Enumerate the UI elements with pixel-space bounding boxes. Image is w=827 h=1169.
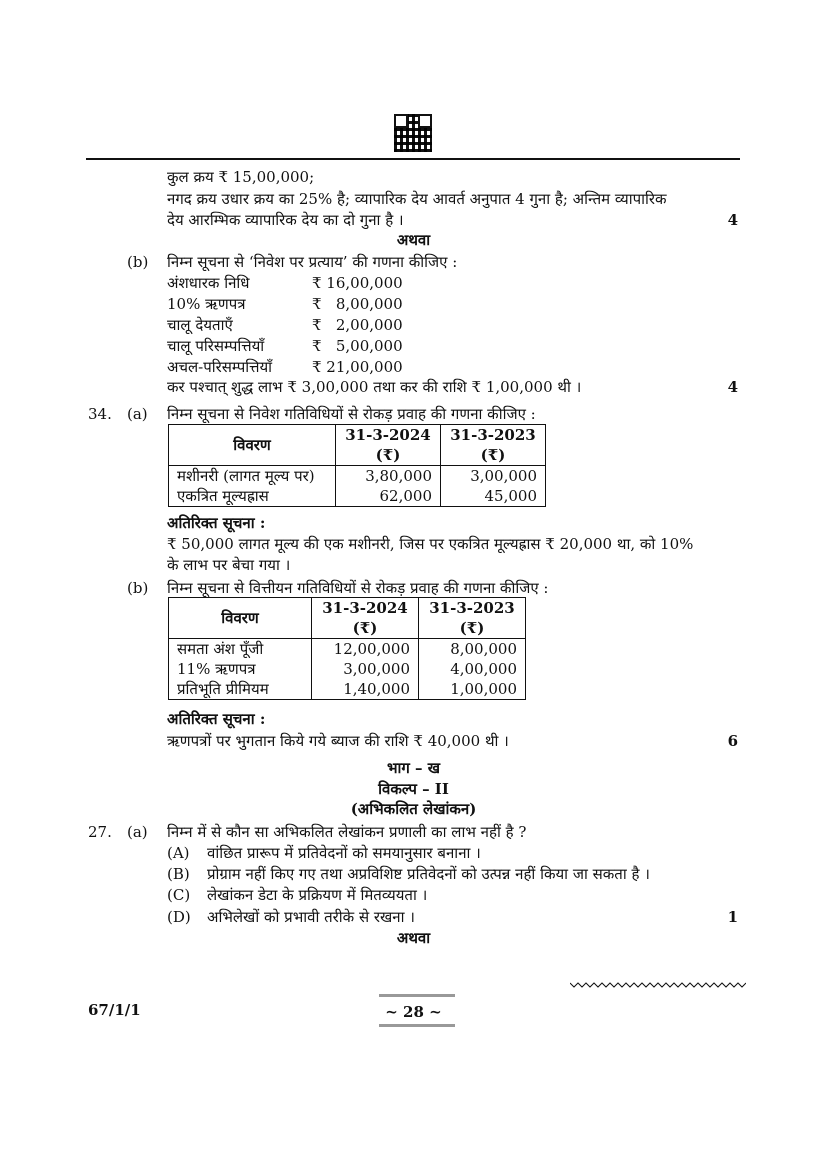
unit-header: (₹): [441, 445, 546, 466]
option-key: (A): [167, 844, 190, 862]
option-key: (B): [167, 865, 190, 883]
section-part: भाग – ख: [386, 759, 441, 777]
marks-27: 1: [727, 908, 738, 926]
table-cell: मशीनरी (लागत मूल्य पर): [169, 466, 336, 487]
col-header: विवरण: [169, 598, 312, 639]
table-cell: 11% ऋणपत्र: [169, 659, 312, 679]
col-header: 31-3-2024: [336, 425, 441, 446]
item-name: चालू देयताएँ: [167, 316, 233, 334]
table-row: [169, 679, 526, 700]
page-number: ~ 28 ~: [385, 1003, 442, 1021]
item-name: अंशधारक निधि: [167, 274, 250, 292]
item-name: 10% ऋणपत्र: [167, 295, 246, 313]
unit-header: (₹): [419, 618, 526, 639]
item-value: ₹ 8,00,000: [312, 295, 403, 313]
table-cell: 1,00,000: [419, 679, 526, 700]
header-rule: [86, 158, 740, 160]
q34a-extra-line1: ₹ 50,000 लागत मूल्य की एक मशीनरी, जिस पर एकत्रित मूल्यह्रास ₹ 20,000 था, को 10%: [167, 535, 694, 553]
item-value: ₹ 2,00,000: [312, 316, 403, 334]
section-title: (अभिकलित लेखांकन): [350, 800, 477, 818]
unit-header: (₹): [312, 618, 419, 639]
q33-cont-line3: देय आरम्भिक व्यापारिक देय का दो गुना है ।: [167, 211, 404, 229]
table-cell: प्रतिभूति प्रीमियम: [169, 679, 312, 700]
table-cell: 3,00,000: [312, 659, 419, 679]
col-header: 31-3-2023: [419, 598, 526, 619]
table-row: [169, 639, 526, 660]
table-cell: 1,40,000: [312, 679, 419, 700]
or-divider: अथवा: [396, 929, 431, 947]
option-text: लेखांकन डेटा के प्रक्रियण में मितव्ययता ।: [207, 886, 428, 904]
qr-code-icon: [394, 114, 432, 152]
option-text: वांछित प्रारूप में प्रतिवेदनों को समयानुसार बनाना ।: [207, 844, 481, 862]
table-cell: 45,000: [441, 486, 546, 507]
marks-33b: 4: [727, 378, 738, 396]
table-cell: 3,00,000: [441, 466, 546, 487]
paper-code: 67/1/1: [88, 1001, 141, 1019]
q34-number: 34.: [88, 405, 112, 423]
table-cell: 4,00,000: [419, 659, 526, 679]
wavy-line-icon: [570, 980, 746, 990]
q34b-question: निम्न सूचना से वित्तीयन गतिविधियों से रोकड़ प्रवाह की गणना कीजिए :: [167, 579, 549, 597]
q27-number: 27.: [88, 823, 112, 841]
option-key: (D): [167, 908, 191, 926]
footer-bar-bottom: [379, 1024, 455, 1027]
table-cell: 12,00,000: [312, 639, 419, 660]
q34a-question: निम्न सूचना से निवेश गतिविधियों से रोकड़ प्रवाह की गणना कीजिए :: [167, 405, 536, 423]
table-cell: एकत्रित मूल्यह्रास: [169, 486, 336, 507]
investing-table: [168, 424, 546, 507]
q34a-extra-title: अतिरिक्त सूचना :: [167, 514, 266, 532]
section-option: विकल्प – II: [378, 780, 449, 798]
table-cell: 62,000: [336, 486, 441, 507]
q34a-label: (a): [127, 405, 148, 423]
option-text: अभिलेखों को प्रभावी तरीके से रखना ।: [207, 908, 415, 926]
q34b-extra-line1: ऋणपत्रों पर भुगतान किये गये ब्याज की राशि ₹ 40,000 थी ।: [167, 732, 509, 750]
item-value: ₹ 16,00,000: [312, 274, 403, 292]
footer-bar-top: [379, 994, 455, 997]
q33b-question: निम्न सूचना से ‘निवेश पर प्रत्याय’ की गणना कीजिए :: [167, 253, 458, 271]
item-value: ₹ 5,00,000: [312, 337, 403, 355]
q27a-label: (a): [127, 823, 148, 841]
col-header: विवरण: [169, 425, 336, 466]
q33b-footer: कर पश्चात् शुद्ध लाभ ₹ 3,00,000 तथा कर की राशि ₹ 1,00,000 थी ।: [167, 378, 582, 396]
table-row: [169, 486, 546, 507]
item-value: ₹ 21,00,000: [312, 358, 403, 376]
or-divider: अथवा: [396, 231, 431, 249]
table-row: [169, 466, 546, 487]
item-name: चालू परिसम्पत्तियाँ: [167, 337, 265, 355]
option-key: (C): [167, 886, 191, 904]
financing-table: [168, 597, 526, 700]
col-header: 31-3-2023: [441, 425, 546, 446]
unit-header: (₹): [336, 445, 441, 466]
table-cell: समता अंश पूँजी: [169, 639, 312, 660]
q33-cont-line2: नगद क्रय उधार क्रय का 25% है; व्यापारिक देय आवर्त अनुपात 4 गुना है; अन्तिम व्यापारिक: [167, 190, 667, 208]
option-text: प्रोग्राम नहीं किए गए तथा अप्रविशिष्ट प्रतिवेदनों को उत्पन्न नहीं किया जा सकता है ।: [207, 865, 650, 883]
table-cell: 3,80,000: [336, 466, 441, 487]
table-row: [169, 659, 526, 679]
table-cell: 8,00,000: [419, 639, 526, 660]
q27-question: निम्न में से कौन सा अभिकलित लेखांकन प्रणाली का लाभ नहीं है ?: [167, 823, 527, 841]
marks-34: 6: [727, 732, 738, 750]
q33b-label: (b): [127, 253, 149, 271]
marks-33a: 4: [727, 211, 738, 229]
q34b-label: (b): [127, 579, 149, 597]
q33-cont-line1: कुल क्रय ₹ 15,00,000;: [167, 168, 315, 186]
q34b-extra-title: अतिरिक्त सूचना :: [167, 710, 266, 728]
col-header: 31-3-2024: [312, 598, 419, 619]
item-name: अचल-परिसम्पत्तियाँ: [167, 358, 273, 376]
q34a-extra-line2: के लाभ पर बेचा गया ।: [167, 556, 291, 574]
